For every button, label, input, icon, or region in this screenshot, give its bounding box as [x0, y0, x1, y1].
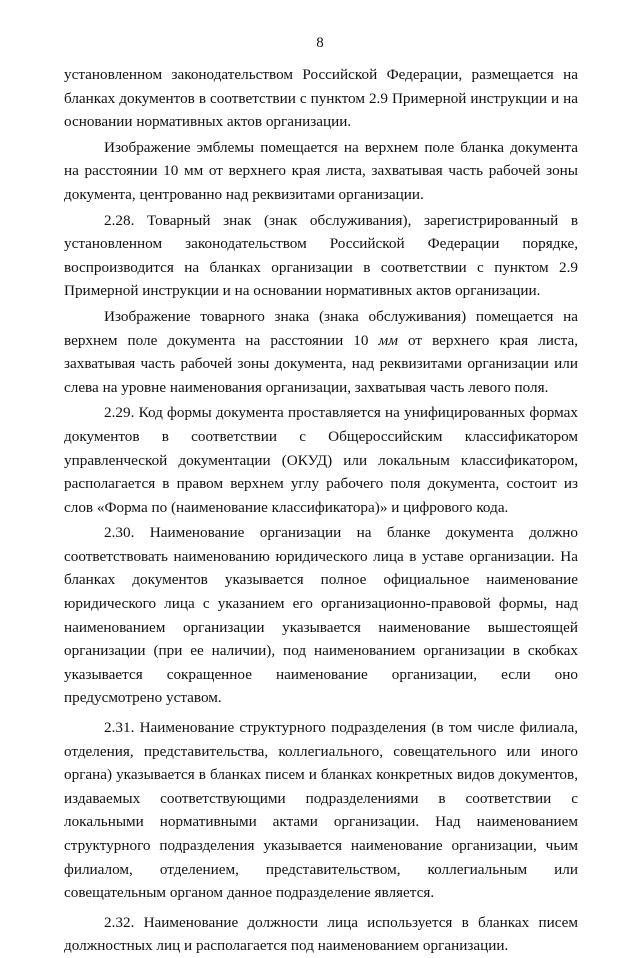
paragraph-trademark-unit: мм — [378, 331, 398, 349]
paragraph-2-29: 2.29. Код формы документа проставляется на унифицированных формах документов в соответствии с Общероссийским классификатором управленческой документации (ОКУД) или локальным классификатором, располагается в правом верхнем углу рабочего поля документа, состоит из слов «Форма по (наименование классификатора)» и цифрового кода. — [64, 404, 578, 516]
paragraph-trademark-image — [64, 305, 578, 399]
paragraph-emblem-image: Изображение эмблемы помещается на верхнем поле бланка документа на расстоянии 10 мм от верхнего края листа, захватывая часть рабочей зоны документа, центрованно над реквизитами организации. — [64, 138, 578, 203]
paragraph-2-31: 2.31. Наименование структурного подразделения (в том числе филиала, отделения, представительства, коллегиального, совещательного или иного органа) указывается в бланках писем и бланках конкретных видов документов, издаваемых соответствующими подразделениями в соответствии с локальными нормативными актами организации. Над наименованием структурного подразделения указывается наименование организации, чьим филиалом, отделением, представительством, коллегиальным или совещательным органом данное подразделение является. — [64, 719, 578, 902]
document-body — [64, 63, 578, 958]
paragraph-2-30: 2.30. Наименование организации на бланке документа должно соответствовать наименованию юридического лица в уставе организации. На бланках документов указывается полное официальное наименование юридического лица с указанием его организационно-правовой формы, над наименованием организации указывается наименование вышестоящей организации (при ее наличии), под наименованием организации в скобках указывается сокращенное наименование организации, если оно предусмотрено уставом. — [64, 524, 578, 707]
paragraph-2-32: 2.32. Наименование должности лица используется в бланках писем должностных лиц и располагается под наименованием организации. — [64, 913, 578, 955]
paragraph-trademark-text-part1: Изображение товарного знака (знака обслуживания) помещается на верхнем поле документа на расстоянии 10 — [64, 307, 578, 349]
page-number: 8 — [316, 35, 324, 51]
paragraph-2-28: 2.28. Товарный знак (знак обслуживания), зарегистрированный в установленном законодательством Российской Федерации порядке, воспроизводится на бланках организации в соответствии с пунктом 2.9 Примерной инструкции и на основании нормативных актов организации. — [64, 211, 578, 300]
paragraph-continuation: установленном законодательством Российской Федерации, размещается на бланках документов в соответствии с пунктом 2.9 Примерной инструкции и на основании нормативных актов организации. — [64, 66, 578, 131]
paragraph-trademark-text-part2: от верхнего края листа, захватывая часть рабочей зоны документа, над реквизитами организации или слева на уровне наименования организации, захватывая часть левого поля. — [64, 331, 578, 396]
